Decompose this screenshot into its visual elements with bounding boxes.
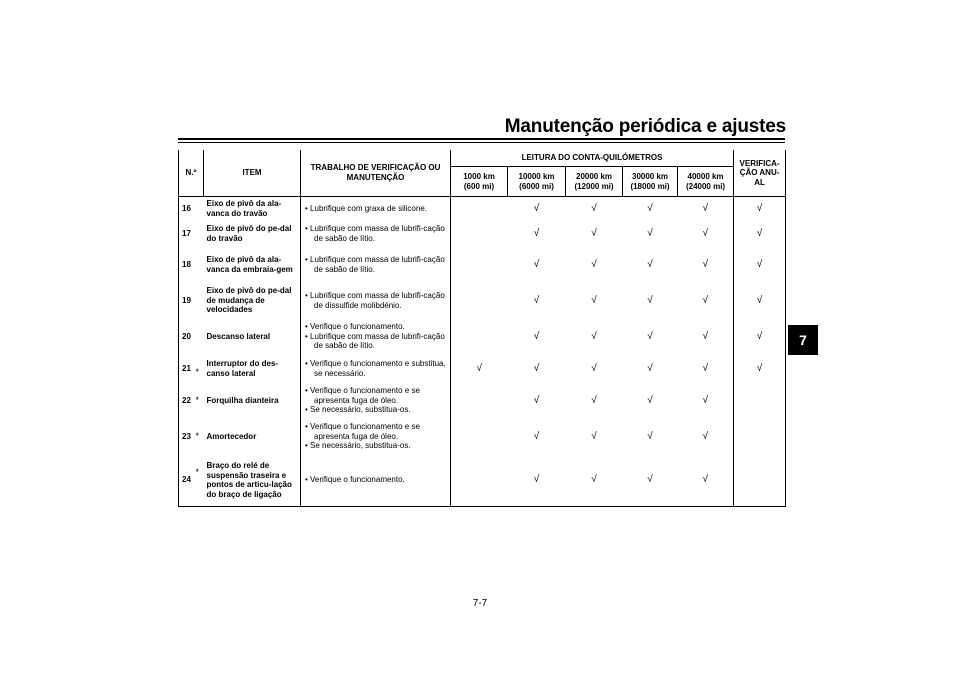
check-mark: √: [678, 197, 734, 221]
check-mark: √: [591, 362, 597, 374]
page-title: Manutenção periódica e ajustes: [504, 116, 786, 137]
check-mark: √: [647, 227, 653, 239]
empty-cell: [451, 383, 508, 419]
row-number: 24: [179, 455, 196, 507]
row-number: 19: [179, 283, 196, 319]
check-mark: √: [533, 258, 540, 270]
work-line: • Se necessário, substitua-os.: [305, 405, 411, 415]
empty-cell: [451, 247, 508, 283]
check-mark: √: [678, 355, 734, 383]
check-mark: √: [533, 294, 540, 306]
check-mark: √: [678, 319, 734, 355]
check-mark: √: [591, 227, 597, 239]
empty-cell: [734, 455, 786, 507]
row-work: [301, 455, 451, 507]
work-line: • Lubrifique com massa de lubrifi-cação de sabão de lítio.: [305, 331, 445, 351]
work-line: • Verifique o funcionamento.: [305, 475, 405, 485]
check-mark: √: [678, 283, 734, 319]
check-mark: √: [734, 247, 786, 283]
check-mark: √: [734, 319, 786, 355]
check-mark: √: [678, 419, 734, 455]
check-mark: √: [591, 394, 597, 406]
check-mark: √: [533, 394, 540, 406]
maintenance-table: [178, 150, 786, 507]
table-row: [179, 283, 786, 319]
work-line: • Verifique o funcionamento e substitua, se necessário.: [305, 358, 446, 378]
table-row: [179, 247, 786, 283]
page-number: 7-7: [472, 598, 488, 609]
row-number: 22: [179, 383, 196, 419]
row-number: 16: [179, 197, 196, 221]
row-number: 17: [179, 221, 196, 247]
row-work: [301, 355, 451, 383]
empty-cell: [451, 221, 508, 247]
check-mark: √: [647, 294, 653, 306]
row-work: [301, 283, 451, 319]
row-marker: [196, 221, 204, 247]
row-marker: [196, 197, 204, 221]
work-line: • Verifique o funcionamento e se apresenta fuga de óleo.: [305, 386, 420, 405]
check-mark: √: [591, 258, 597, 270]
check-mark: √: [533, 330, 540, 342]
work-line: • Lubrifique com graxa de silicone.: [305, 203, 427, 213]
row-item: Eixo de pivô da ala-vanca do travão: [204, 197, 301, 221]
check-mark: √: [678, 455, 734, 507]
check-mark: √: [647, 430, 653, 442]
check-mark: √: [533, 227, 540, 239]
check-mark: √: [647, 330, 653, 342]
work-line: • Lubrifique com massa de lubrifi-cação de dissulfide molibdénio.: [305, 290, 445, 310]
header-rule-thick: [178, 138, 785, 140]
check-mark: √: [533, 362, 540, 374]
empty-cell: [451, 197, 508, 221]
row-marker: *: [195, 394, 200, 405]
check-mark: √: [591, 430, 597, 442]
header-interval: 40000 km (24000 mi): [678, 167, 734, 197]
table-row: [179, 221, 786, 247]
row-marker: *: [196, 455, 204, 507]
row-marker: *: [195, 366, 200, 377]
table-row: [179, 383, 786, 419]
row-number: 20: [179, 319, 196, 355]
check-mark: √: [734, 197, 786, 221]
row-marker: [196, 247, 204, 283]
header-no: N.º: [179, 150, 204, 197]
row-item: Descanso lateral: [204, 319, 301, 355]
header-odometer: LEITURA DO CONTA-QUILÓMETROS: [451, 150, 734, 167]
check-mark: √: [647, 258, 653, 270]
row-item: Braço do relé de suspensão traseira e pontos de articu-lação do braço de ligação: [204, 455, 301, 507]
work-line: • Lubrifique com massa de lubrifi-cação de sabão de lítio.: [305, 254, 445, 274]
table-row: [179, 455, 786, 507]
check-mark: √: [678, 383, 734, 419]
row-number: 21: [179, 355, 196, 383]
work-line: • Se necessário, substitua-os.: [305, 441, 411, 451]
table-row: [179, 419, 786, 455]
row-marker: [196, 283, 204, 319]
empty-cell: [451, 319, 508, 355]
row-item: Forquilha dianteira: [204, 383, 301, 419]
chapter-tab: 7: [788, 325, 818, 355]
check-mark: √: [623, 455, 678, 507]
check-mark: √: [647, 202, 653, 214]
row-work: [301, 319, 451, 355]
check-mark: √: [533, 430, 540, 442]
work-line: • Verifique o funcionamento.: [305, 322, 405, 332]
header-interval: 1000 km (600 mi): [451, 167, 508, 197]
row-marker: [196, 319, 204, 355]
row-work: [301, 247, 451, 283]
row-number: 23: [179, 419, 196, 455]
table-row: [179, 319, 786, 355]
row-item: Eixo de pivô do pe-dal do travão: [204, 221, 301, 247]
work-line: • Verifique o funcionamento e se apresenta fuga de óleo.: [305, 422, 420, 441]
check-mark: √: [591, 202, 597, 214]
header-interval: 20000 km (12000 mi): [566, 167, 623, 197]
header-interval: 30000 km (18000 mi): [623, 167, 678, 197]
row-item: Interruptor do des-canso lateral: [204, 355, 301, 383]
header-interval: 10000 km (6000 mi): [508, 167, 566, 197]
row-number: 18: [179, 247, 196, 283]
check-mark: √: [451, 355, 508, 383]
work-line: • Lubrifique com massa de lubrifi-cação de sabão de lítio.: [305, 223, 445, 243]
check-mark: √: [533, 202, 540, 214]
check-mark: √: [508, 455, 566, 507]
check-mark: √: [647, 394, 653, 406]
check-mark: √: [566, 455, 623, 507]
table-row: [179, 355, 786, 383]
check-mark: √: [647, 362, 653, 374]
empty-cell: [451, 455, 508, 507]
check-mark: √: [591, 330, 597, 342]
row-item: Eixo de pivô da ala-vanca da embraia-gem: [204, 247, 301, 283]
check-mark: √: [678, 247, 734, 283]
header-work: TRABALHO DE VERIFICAÇÃO OU MANUTENÇÃO: [301, 150, 451, 197]
row-work: [301, 419, 451, 455]
row-work: [301, 221, 451, 247]
check-mark: √: [734, 221, 786, 247]
header-item: ITEM: [204, 150, 301, 197]
check-mark: √: [734, 355, 786, 383]
table-row: [179, 197, 786, 221]
empty-cell: [451, 283, 508, 319]
empty-cell: [451, 419, 508, 455]
check-mark: √: [678, 221, 734, 247]
empty-cell: [734, 419, 786, 455]
empty-cell: [734, 383, 786, 419]
row-work: [301, 197, 451, 221]
row-marker: *: [195, 430, 200, 441]
header-annual: VERIFICA-ÇÃO ANU-AL: [734, 150, 786, 197]
check-mark: √: [591, 294, 597, 306]
row-item: Amortecedor: [204, 419, 301, 455]
row-work: [301, 383, 451, 419]
check-mark: √: [734, 283, 786, 319]
row-item: Eixo de pivô do pe-dal de mudança de velocidades: [204, 283, 301, 319]
header-rule-thin: [178, 142, 785, 143]
